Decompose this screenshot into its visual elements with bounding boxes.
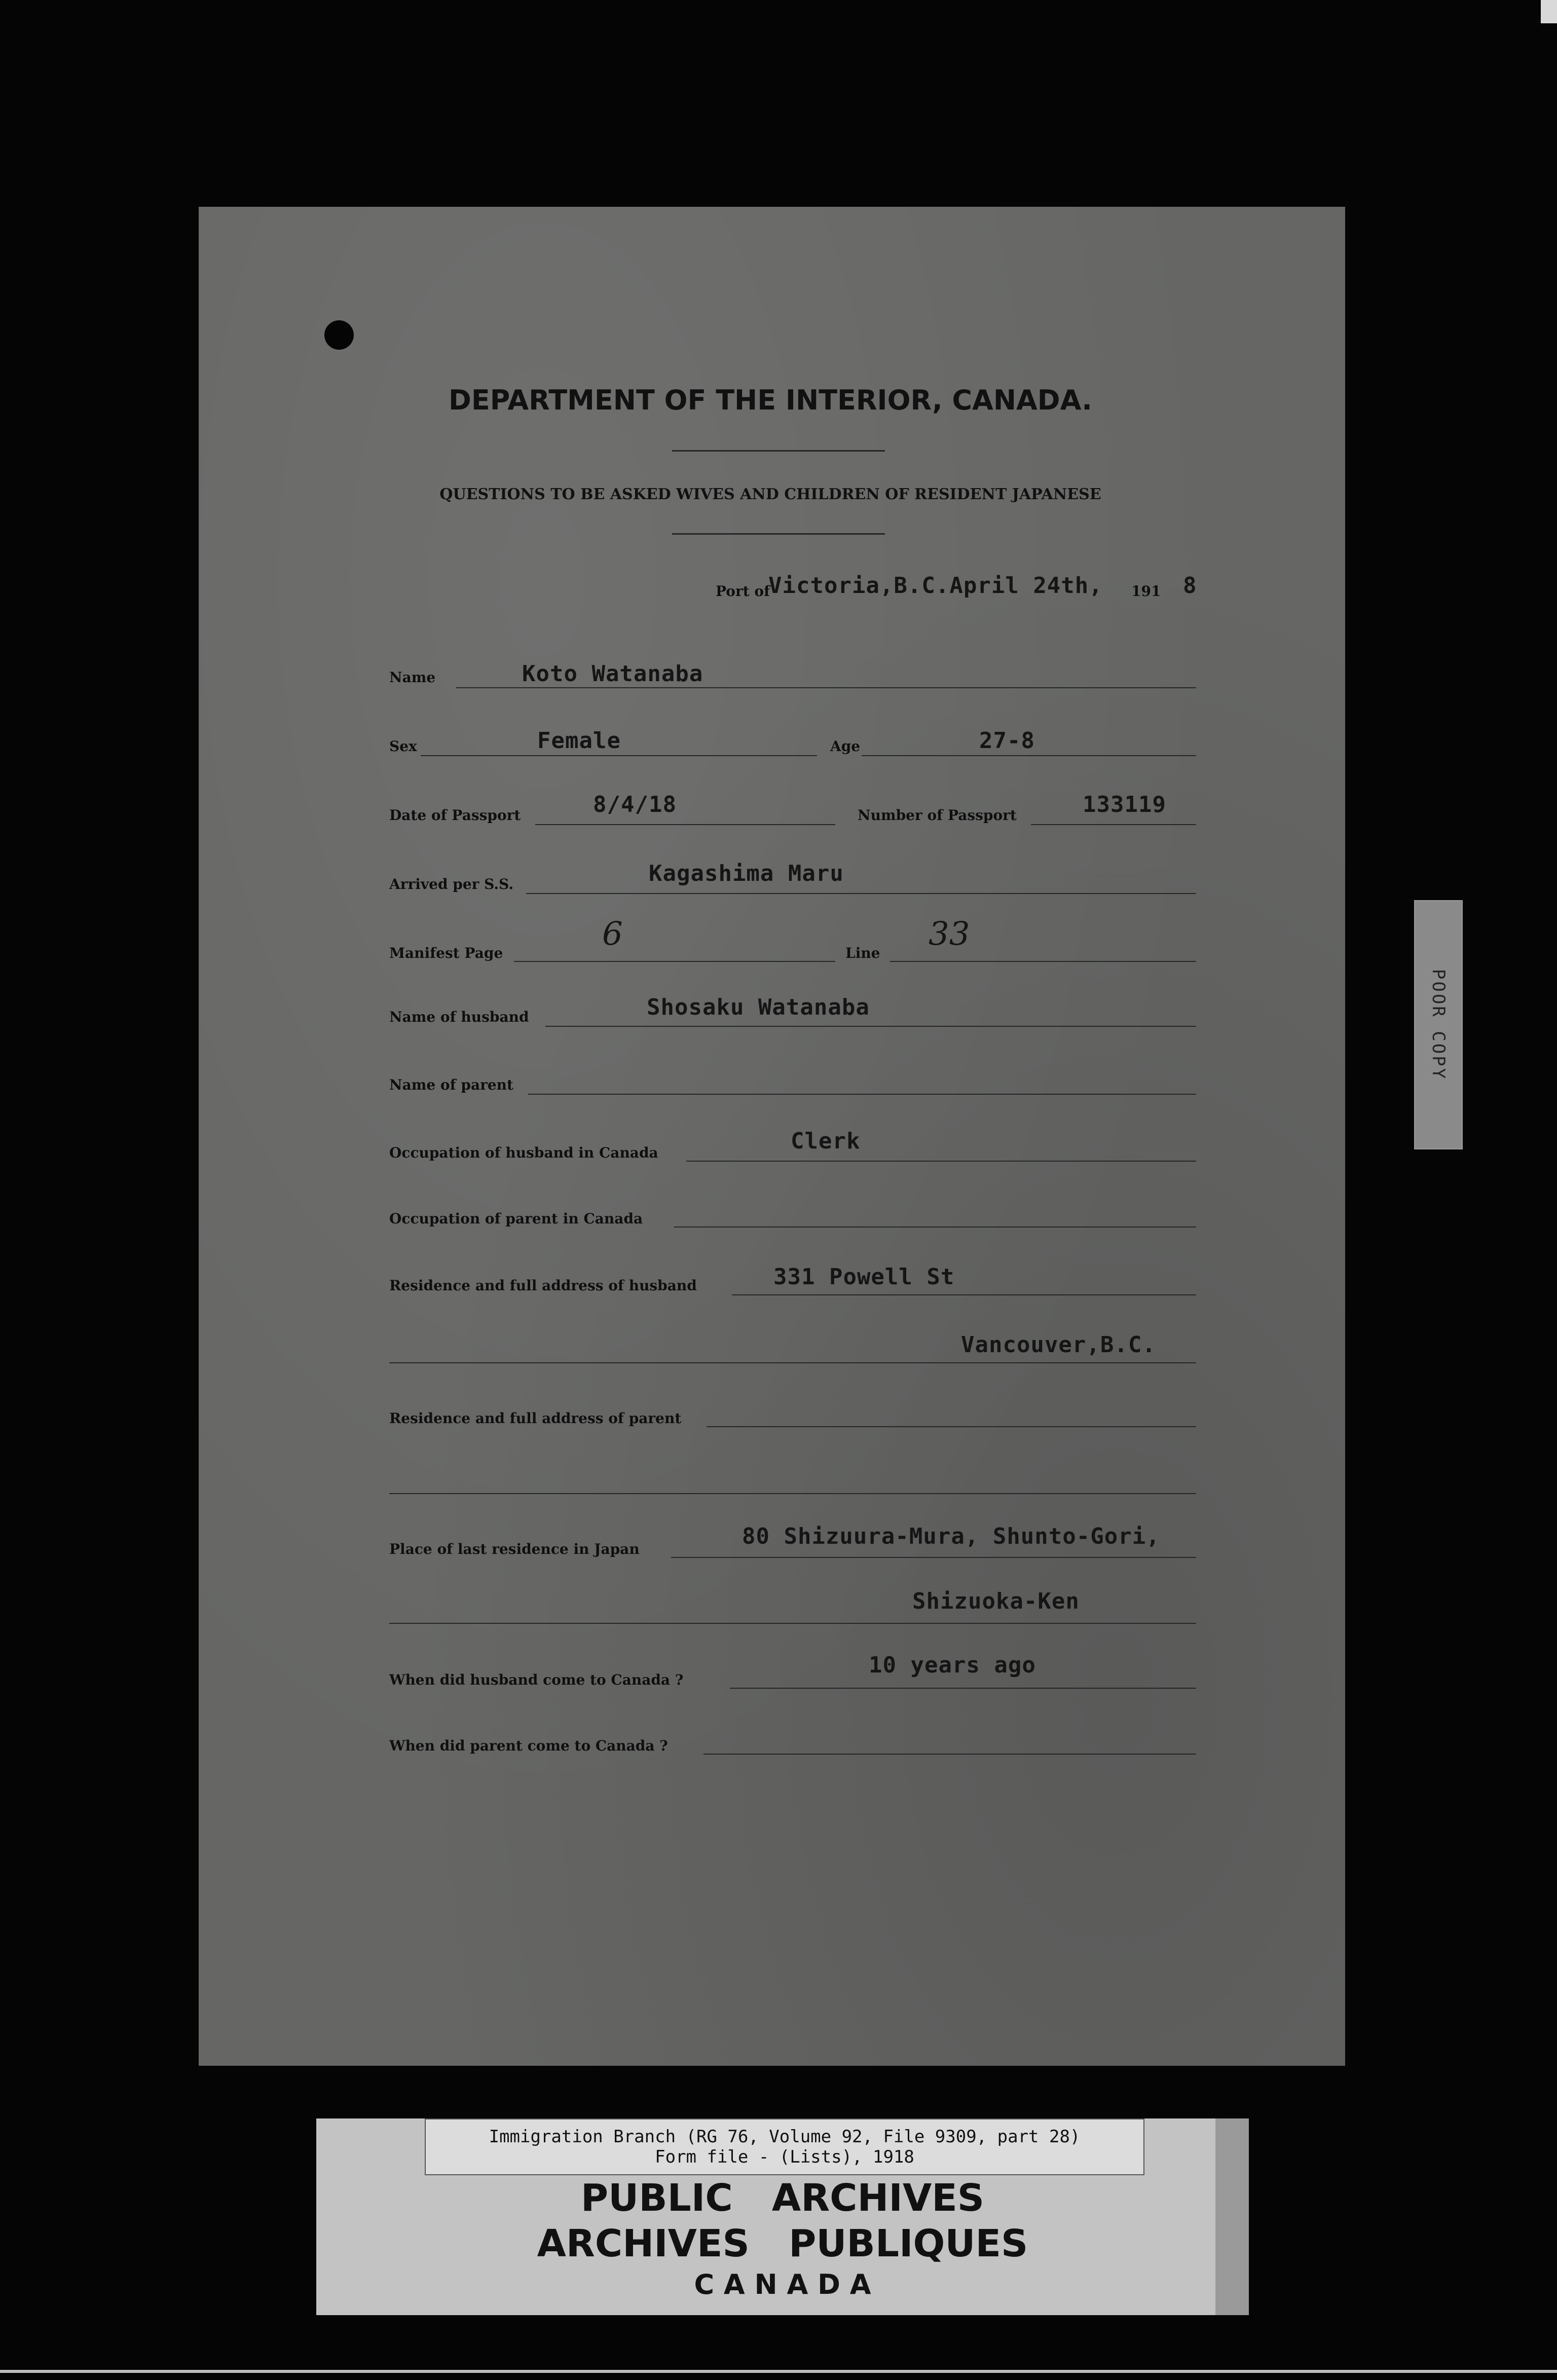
husband-occupation-value: Clerk xyxy=(791,1128,861,1154)
port-year-suffix: 8 xyxy=(1183,573,1197,599)
ship-label: Arrived per S.S. xyxy=(389,876,514,892)
poor-copy-stamp xyxy=(1414,900,1463,1149)
document-title: DEPARTMENT OF THE INTERIOR, CANADA. xyxy=(449,384,1092,416)
archives-english: PUBLIC ARCHIVES xyxy=(580,2176,985,2220)
manifest-line-line xyxy=(890,961,1196,962)
passport-date-value: 8/4/18 xyxy=(593,792,677,817)
sex-value: Female xyxy=(537,728,621,754)
japan-residence-value: 80 Shizuura-Mura, Shunto-Gori, xyxy=(742,1523,1160,1549)
manifest-page-value: 6 xyxy=(602,915,623,953)
husband-residence-label: Residence and full address of husband xyxy=(389,1277,697,1294)
name-value: Koto Watanaba xyxy=(522,661,703,687)
manifest-page-label: Manifest Page xyxy=(389,945,503,961)
age-value: 27-8 xyxy=(979,728,1035,754)
husband-residence-line xyxy=(732,1294,1196,1295)
title-divider-bottom xyxy=(672,533,885,535)
name-line xyxy=(456,687,1196,688)
poor-copy-text: POOR COPY xyxy=(1428,969,1449,1081)
port-label: Port of xyxy=(716,583,770,600)
passport-number-line xyxy=(1031,824,1196,825)
husband-arrival-value: 10 years ago xyxy=(869,1652,1036,1678)
title-divider-top xyxy=(672,450,885,452)
ship-value: Kagashima Maru xyxy=(649,861,844,886)
husband-occupation-label: Occupation of husband in Canada xyxy=(389,1144,658,1161)
japan-residence-label: Place of last residence in Japan xyxy=(389,1541,640,1557)
parent-name-line xyxy=(528,1094,1196,1095)
archives-country: C A N A D A xyxy=(694,2269,871,2300)
manifest-page-line xyxy=(514,961,835,962)
parent-residence-line xyxy=(707,1426,1196,1427)
ship-line xyxy=(526,893,1196,894)
husband-occupation-line xyxy=(686,1161,1196,1162)
manifest-line-label: Line xyxy=(845,945,880,961)
parent-arrival-line xyxy=(703,1754,1196,1755)
port-year-prefix: 191 xyxy=(1131,583,1161,600)
port-value: Victoria,B.C.April 24th, xyxy=(768,573,1103,599)
parent-name-label: Name of parent xyxy=(389,1076,513,1093)
husband-arrival-label: When did husband come to Canada ? xyxy=(389,1671,684,1688)
punch-hole xyxy=(324,320,354,350)
japan-residence-value-2: Shizuoka-Ken xyxy=(912,1588,1080,1614)
passport-number-value: 133119 xyxy=(1083,792,1166,817)
husband-name-value: Shosaku Watanaba xyxy=(647,994,870,1020)
age-line xyxy=(862,755,1196,756)
parent-occupation-line xyxy=(674,1226,1196,1228)
manifest-line-value: 33 xyxy=(929,915,970,953)
husband-residence-value: 331 Powell St xyxy=(773,1264,955,1290)
archives-french: ARCHIVES PUBLIQUES xyxy=(537,2222,1028,2265)
reference-line-1: Immigration Branch (RG 76, Volume 92, File 9309, part 28) xyxy=(489,2127,1081,2147)
passport-number-label: Number of Passport xyxy=(858,807,1017,824)
film-frame-edge xyxy=(0,2370,1557,2373)
husband-arrival-line xyxy=(730,1688,1196,1689)
age-label: Age xyxy=(830,738,861,755)
parent-residence-label: Residence and full address of parent xyxy=(389,1410,682,1427)
sex-line xyxy=(421,755,817,756)
japan-residence-line xyxy=(671,1557,1196,1558)
parent-occupation-label: Occupation of parent in Canada xyxy=(389,1210,643,1227)
passport-date-line xyxy=(535,824,835,825)
passport-date-label: Date of Passport xyxy=(389,807,521,824)
husband-name-label: Name of husband xyxy=(389,1009,529,1025)
reference-box xyxy=(425,2118,1144,2175)
japan-residence-line-2 xyxy=(389,1623,1196,1624)
husband-residence-line-2 xyxy=(389,1362,1196,1363)
husband-residence-value-2: Vancouver,B.C. xyxy=(961,1332,1156,1358)
name-label: Name xyxy=(389,669,436,686)
document-subtitle: QUESTIONS TO BE ASKED WIVES AND CHILDREN OF RESIDENT JAPANESE xyxy=(439,486,1101,503)
parent-residence-line-2 xyxy=(389,1493,1196,1494)
sex-label: Sex xyxy=(389,738,417,755)
reference-line-2: Form file - (Lists), 1918 xyxy=(655,2147,914,2167)
husband-name-line xyxy=(545,1026,1196,1027)
film-corner-marker xyxy=(1541,0,1557,23)
parent-arrival-label: When did parent come to Canada ? xyxy=(389,1737,668,1754)
